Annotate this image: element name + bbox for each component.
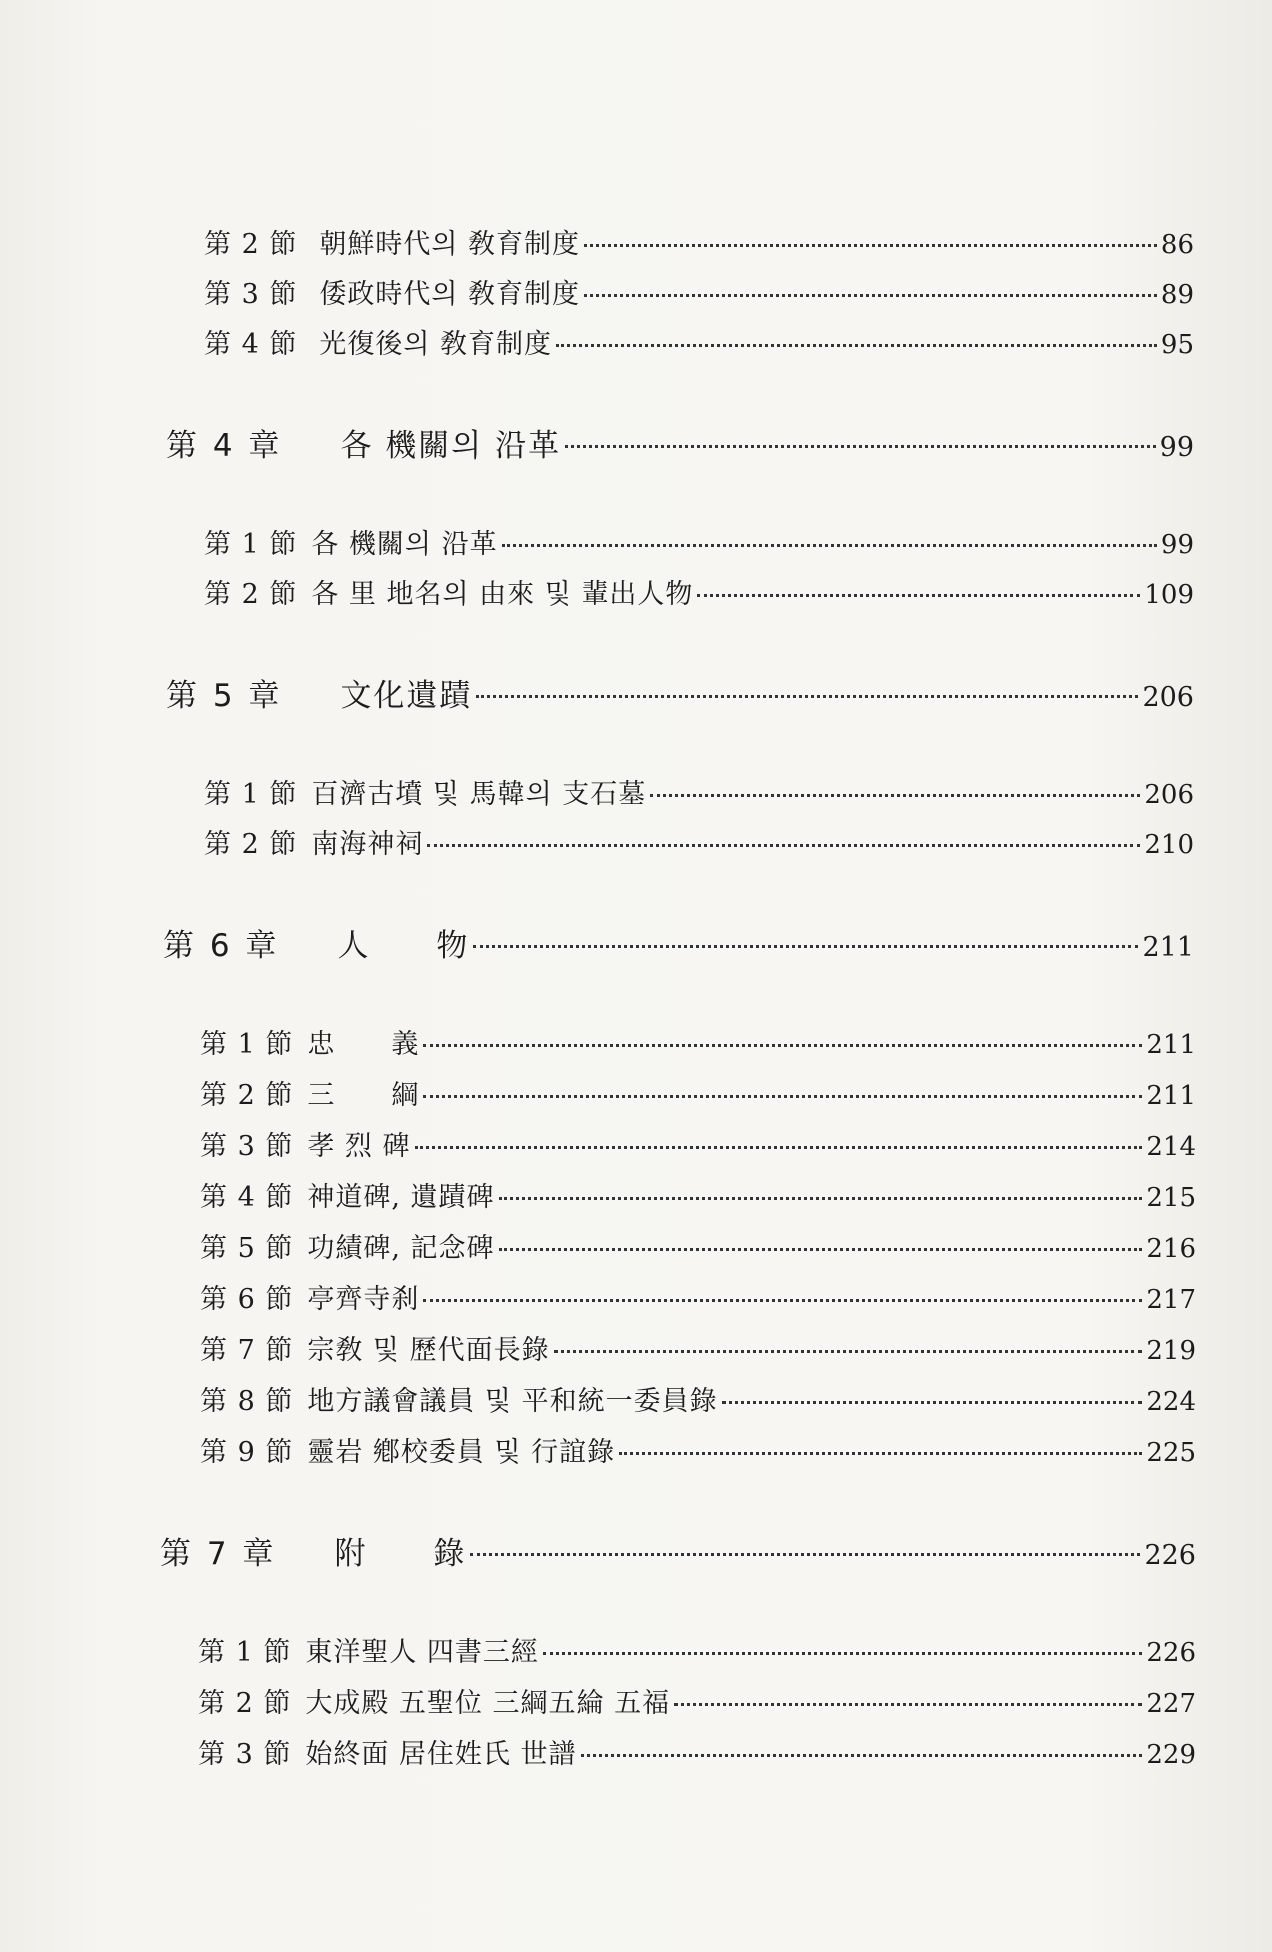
page-number: 229	[1146, 1740, 1196, 1770]
toc-entry-section	[204, 322, 1194, 361]
chapter-title: 人 物	[337, 928, 470, 964]
dot-leader	[415, 1146, 1143, 1149]
chapter-title: 各 機關의 沿革	[340, 428, 562, 464]
toc-entry-chapter	[166, 420, 1194, 465]
toc-entry-section	[200, 1328, 1196, 1367]
toc-entry-section	[200, 1022, 1196, 1061]
dot-leader	[565, 445, 1156, 448]
toc-entry-section	[204, 522, 1194, 561]
section-number: 第 7 節	[200, 1335, 294, 1366]
toc-entry-section	[200, 1124, 1196, 1163]
section-title: 靈岩 鄕校委員 및 行誼錄	[307, 1437, 616, 1468]
section-title: 大成殿 五聖位 三綱五綸 五福	[305, 1688, 671, 1719]
page-number: 216	[1146, 1234, 1196, 1264]
dot-leader	[499, 1197, 1143, 1200]
section-title: 光復後의 敎育制度	[319, 329, 553, 360]
section-number: 第 4 節	[200, 1182, 294, 1213]
toc-entry-section	[204, 572, 1194, 611]
dot-leader	[499, 1248, 1143, 1251]
toc-entry-section	[200, 1277, 1196, 1316]
page-number: 211	[1146, 1030, 1196, 1060]
section-title: 地方議會議員 및 平和統一委員錄	[307, 1386, 718, 1417]
toc-entry-section	[198, 1732, 1196, 1771]
page-number: 226	[1144, 1540, 1196, 1571]
page-number: 224	[1146, 1387, 1196, 1417]
dot-leader	[722, 1401, 1143, 1404]
section-number: 第 1 節	[204, 529, 298, 560]
dot-leader	[556, 344, 1157, 347]
page-number: 227	[1146, 1689, 1196, 1719]
section-number: 第 8 節	[200, 1386, 294, 1417]
section-number: 第 4 節	[204, 329, 298, 360]
toc-entry-section	[204, 272, 1194, 311]
dot-leader	[584, 294, 1157, 297]
toc-entry-section	[200, 1430, 1196, 1469]
toc-entry-section	[204, 772, 1194, 811]
toc-entry-section	[204, 822, 1194, 861]
page-number: 211	[1146, 1081, 1196, 1111]
section-number: 第 2 節	[204, 579, 298, 610]
section-title: 各 機關의 沿革	[311, 529, 498, 560]
page-number: 206	[1144, 780, 1194, 810]
section-title: 東洋聖人 四書三經	[305, 1637, 539, 1668]
toc-entry-section	[200, 1073, 1196, 1112]
section-number: 第 3 節	[198, 1739, 292, 1770]
toc-entry-section	[198, 1681, 1196, 1720]
section-number: 第 1 節	[200, 1029, 294, 1060]
toc-entry-section	[200, 1175, 1196, 1214]
section-number: 第 5 節	[200, 1233, 294, 1264]
dot-leader	[427, 844, 1140, 847]
dot-leader	[650, 794, 1140, 797]
section-title: 倭政時代의 敎育制度	[319, 279, 581, 310]
section-number: 第 6 節	[200, 1284, 294, 1315]
page-number: 211	[1142, 932, 1194, 963]
dot-leader	[423, 1044, 1142, 1047]
page-number: 95	[1160, 330, 1194, 360]
chapter-number: 第 4 章	[166, 428, 283, 464]
page-number: 99	[1160, 530, 1194, 560]
toc-entry-section	[200, 1226, 1196, 1265]
page-number: 109	[1144, 580, 1194, 610]
page-number: 214	[1146, 1132, 1196, 1162]
dot-leader	[473, 945, 1138, 948]
section-number: 第 2 節	[204, 229, 298, 260]
page-number: 89	[1160, 280, 1194, 310]
dot-leader	[543, 1652, 1142, 1655]
page-number: 219	[1146, 1336, 1196, 1366]
toc-entry-section	[200, 1379, 1196, 1418]
section-title: 南海神祠	[311, 829, 424, 860]
page-number: 217	[1146, 1285, 1196, 1315]
section-title: 神道碑, 遺蹟碑	[307, 1182, 495, 1213]
dot-leader	[423, 1299, 1142, 1302]
section-number: 第 3 節	[204, 279, 298, 310]
section-title: 功績碑, 記念碑	[307, 1233, 495, 1264]
page-number: 215	[1146, 1183, 1196, 1213]
section-title: 三 綱	[307, 1080, 420, 1111]
dot-leader	[423, 1095, 1142, 1098]
section-number: 第 2 節	[200, 1080, 294, 1111]
toc-entry-chapter	[160, 1528, 1196, 1573]
dot-leader	[674, 1703, 1142, 1706]
page-number: 86	[1160, 230, 1194, 260]
section-title: 宗敎 및 歷代面長錄	[307, 1335, 550, 1366]
chapter-title: 附 錄	[334, 1536, 467, 1572]
toc-entry-section	[204, 222, 1194, 261]
section-number: 第 1 節	[198, 1637, 292, 1668]
dot-leader	[619, 1452, 1142, 1455]
dot-leader	[502, 544, 1157, 547]
dot-leader	[584, 244, 1157, 247]
section-number: 第 3 節	[200, 1131, 294, 1162]
page-number: 226	[1146, 1638, 1196, 1668]
dot-leader	[470, 1553, 1140, 1556]
toc-entry-chapter	[166, 670, 1194, 715]
dot-leader	[476, 695, 1138, 698]
section-title: 各 里 地名의 由來 및 輩出人物	[311, 579, 694, 610]
section-title: 亭齊寺刹	[307, 1284, 420, 1315]
page-number: 210	[1144, 830, 1194, 860]
toc-entry-section	[198, 1630, 1196, 1669]
section-title: 孝 烈 碑	[307, 1131, 411, 1162]
chapter-number: 第 6 章	[163, 928, 280, 964]
chapter-title: 文化遺蹟	[340, 678, 473, 714]
page-number: 225	[1146, 1438, 1196, 1468]
section-number: 第 9 節	[200, 1437, 294, 1468]
section-number: 第 2 節	[198, 1688, 292, 1719]
dot-leader	[581, 1754, 1143, 1757]
section-number: 第 2 節	[204, 829, 298, 860]
section-title: 忠 義	[307, 1029, 420, 1060]
section-title: 百濟古墳 및 馬韓의 支石墓	[311, 779, 647, 810]
page-number: 206	[1142, 682, 1194, 713]
page-number: 99	[1159, 432, 1194, 463]
section-title: 始終面 居住姓氏 世譜	[305, 1739, 577, 1770]
toc-entry-chapter	[163, 920, 1194, 965]
chapter-number: 第 7 章	[160, 1536, 277, 1572]
dot-leader	[554, 1350, 1143, 1353]
chapter-number: 第 5 章	[166, 678, 283, 714]
dot-leader	[697, 594, 1140, 597]
section-title: 朝鮮時代의 敎育制度	[319, 229, 581, 260]
section-number: 第 1 節	[204, 779, 298, 810]
